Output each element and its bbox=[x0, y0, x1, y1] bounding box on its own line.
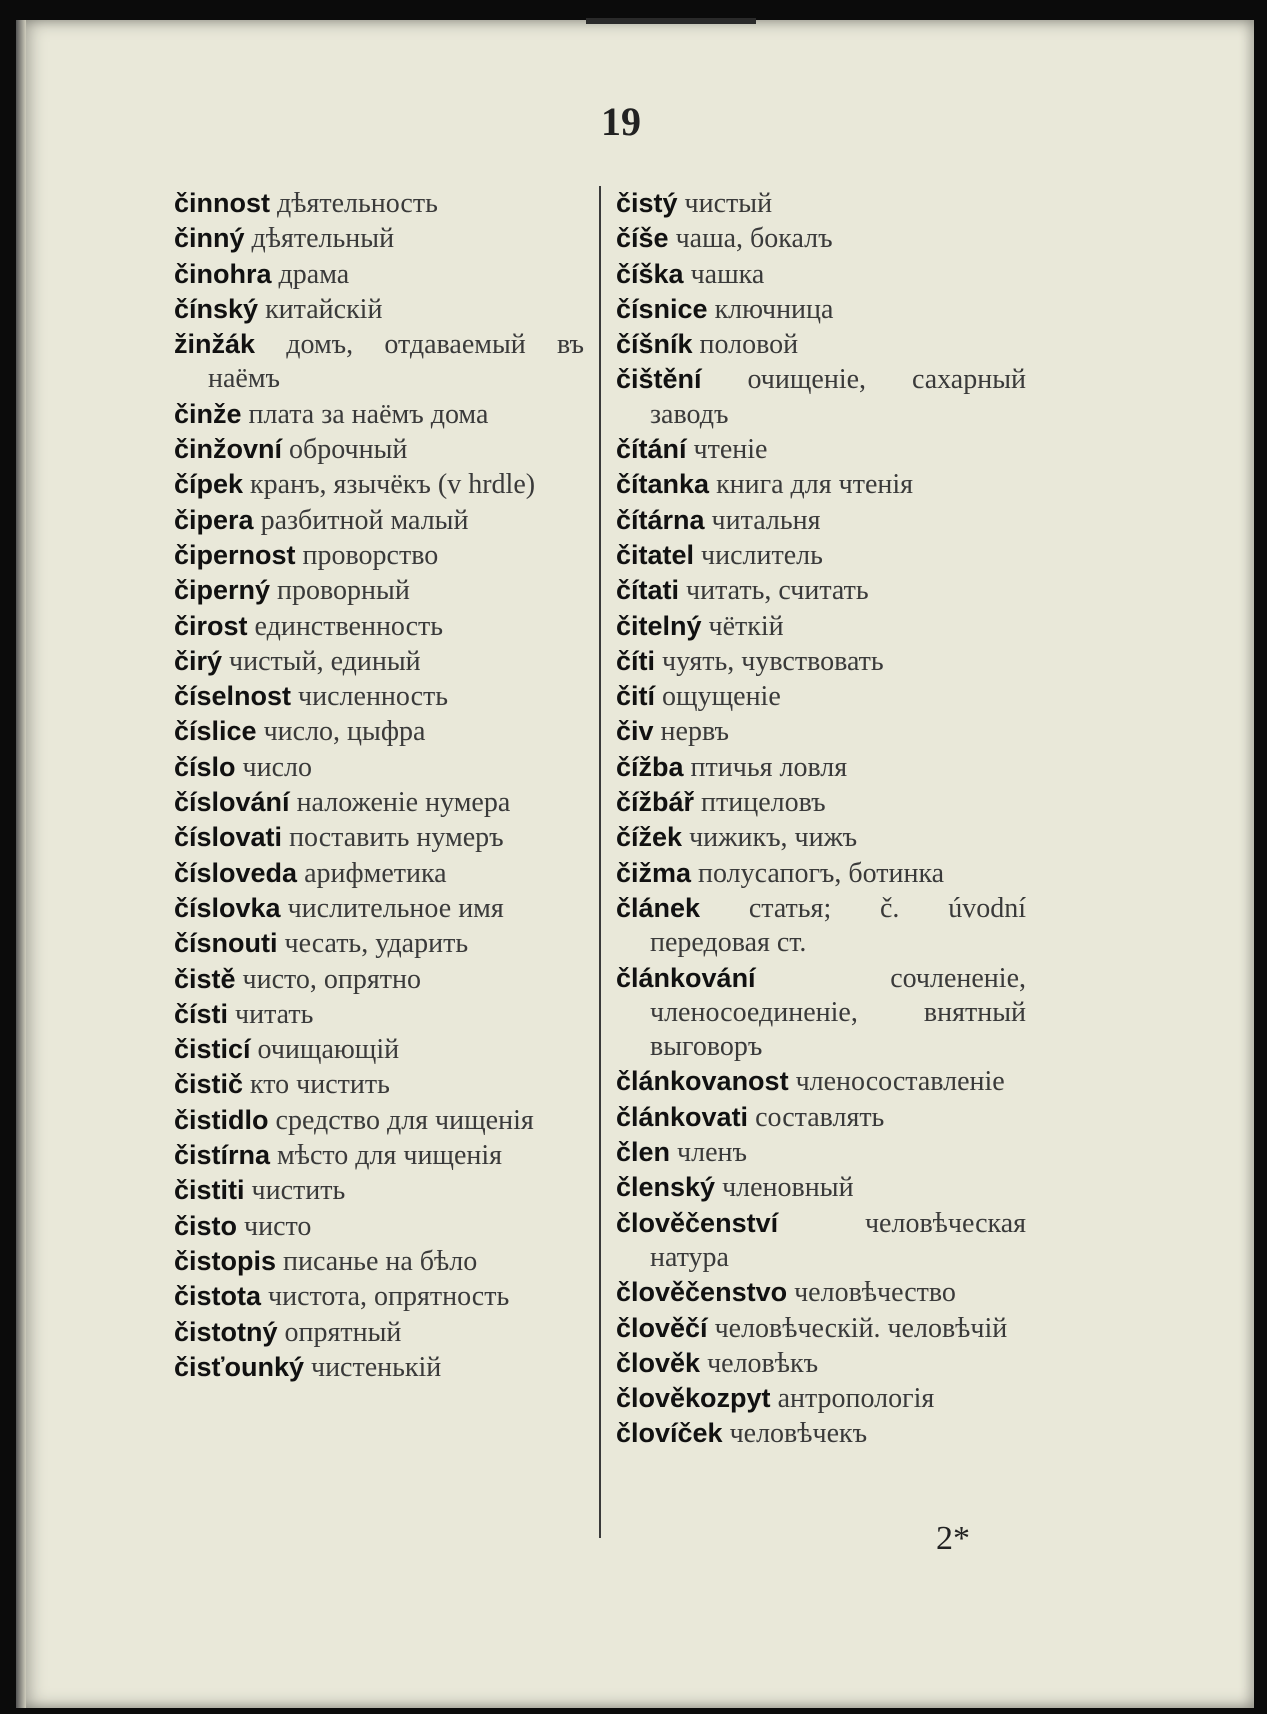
entry-translation: ключница bbox=[714, 293, 834, 325]
entry-translation: мѣсто для чищенія bbox=[277, 1140, 503, 1172]
dictionary-entry bbox=[174, 432, 584, 467]
dictionary-entry bbox=[616, 1311, 1026, 1346]
entry-translation: читать bbox=[235, 998, 314, 1030]
entry-headword: číslice bbox=[174, 716, 257, 747]
entry-translation: число, цыфра bbox=[263, 716, 426, 748]
dictionary-entry bbox=[616, 327, 1026, 362]
dictionary-entry bbox=[174, 1032, 584, 1067]
entry-headword: čisťounký bbox=[174, 1351, 304, 1382]
dictionary-entry bbox=[174, 1315, 584, 1350]
entry-translation: кранъ, язычёкъ (v hrdle) bbox=[250, 469, 536, 501]
dictionary-entry bbox=[174, 750, 584, 785]
entry-headword: člověkozpyt bbox=[616, 1383, 771, 1414]
entry-translation: кто чистить bbox=[250, 1069, 390, 1101]
dictionary-entry bbox=[174, 292, 584, 327]
entry-translation: чесать, ударить bbox=[284, 928, 469, 960]
dictionary-entry bbox=[174, 573, 584, 608]
dictionary-entry bbox=[174, 679, 584, 714]
dictionary-entry bbox=[174, 1279, 584, 1314]
entry-headword: čistírna bbox=[174, 1140, 271, 1171]
entry-headword: činže bbox=[174, 398, 242, 429]
entry-translation: человѣкъ bbox=[707, 1347, 819, 1379]
dictionary-entry bbox=[174, 785, 584, 820]
dictionary-entry bbox=[174, 1067, 584, 1102]
entry-translation: очищающій bbox=[257, 1034, 400, 1066]
dictionary-entry bbox=[174, 644, 584, 679]
entry-headword: čirý bbox=[174, 645, 223, 676]
entry-headword: člověčenstvo bbox=[616, 1277, 788, 1308]
entry-headword: čipera bbox=[174, 504, 254, 535]
dictionary-entry bbox=[174, 1350, 584, 1385]
entry-translation: сочлененіе, членосоединеніе, внятный выговоръ bbox=[650, 962, 1026, 1063]
entry-translation: человѣческій. человѣчій bbox=[714, 1312, 1008, 1344]
entry-headword: článkovanost bbox=[616, 1066, 789, 1097]
entry-translation: птицеловъ bbox=[701, 787, 826, 819]
entry-headword: číslo bbox=[174, 751, 236, 782]
book-page bbox=[16, 20, 1254, 1708]
dictionary-entry bbox=[616, 644, 1026, 679]
entry-headword: čítárna bbox=[616, 504, 705, 535]
dictionary-entry bbox=[174, 1209, 584, 1244]
entry-translation: проворство bbox=[302, 539, 439, 571]
entry-headword: čistý bbox=[616, 188, 678, 218]
entry-headword: činnost bbox=[174, 188, 271, 218]
entry-headword: čítání bbox=[616, 434, 687, 465]
page-number: 19 bbox=[601, 99, 641, 144]
entry-headword: číslování bbox=[174, 787, 290, 818]
entry-headword: čistidlo bbox=[174, 1104, 269, 1135]
entry-headword: čistotný bbox=[174, 1316, 278, 1347]
entry-headword: čínský bbox=[174, 293, 259, 324]
dictionary-entry bbox=[616, 609, 1026, 644]
entry-translation: очищеніе, сахарный заводъ bbox=[650, 364, 1027, 430]
column-divider bbox=[599, 186, 601, 1538]
dictionary-entry bbox=[616, 1170, 1026, 1205]
dictionary-entry bbox=[616, 292, 1026, 327]
entry-headword: čiperný bbox=[174, 575, 271, 606]
dictionary-entry bbox=[174, 1244, 584, 1279]
dictionary-entry bbox=[174, 186, 584, 221]
entry-translation: статья; č. úvodní передовая ст. bbox=[650, 892, 1026, 959]
entry-translation: книга для чтенія bbox=[716, 469, 914, 501]
entry-headword: čísti bbox=[174, 998, 229, 1029]
entry-headword: čísloveda bbox=[174, 857, 298, 888]
entry-headword: čití bbox=[616, 681, 656, 712]
entry-headword: čistopis bbox=[174, 1245, 277, 1276]
entry-translation: человѣческая натура bbox=[650, 1207, 1026, 1273]
entry-headword: čistič bbox=[174, 1069, 244, 1100]
entry-headword: človíček bbox=[616, 1418, 723, 1449]
dictionary-entry bbox=[616, 573, 1026, 608]
dictionary-entry bbox=[174, 962, 584, 997]
entry-translation: чуять, чувствовать bbox=[662, 645, 884, 677]
entry-headword: článek bbox=[616, 892, 701, 923]
entry-headword: žinžák bbox=[174, 329, 256, 360]
entry-translation: драма bbox=[278, 258, 350, 290]
page-spine bbox=[16, 20, 26, 1708]
entry-headword: člověk bbox=[616, 1347, 701, 1378]
entry-translation: чистый bbox=[684, 188, 773, 219]
entry-headword: čitelný bbox=[616, 610, 702, 641]
entry-headword: čižma bbox=[616, 857, 692, 888]
dictionary-entry bbox=[616, 186, 1026, 221]
entry-headword: čítanka bbox=[616, 469, 710, 500]
entry-headword: čížbář bbox=[616, 787, 695, 818]
entry-headword: číslovka bbox=[174, 892, 281, 923]
dictionary-entry bbox=[174, 891, 584, 926]
dictionary-entry bbox=[616, 679, 1026, 714]
entry-translation: числитель bbox=[701, 539, 823, 571]
dictionary-entry bbox=[174, 1173, 584, 1208]
entry-translation: чисто, опрятно bbox=[242, 963, 421, 995]
dictionary-entry bbox=[616, 750, 1026, 785]
entry-translation: численность bbox=[298, 681, 449, 713]
dictionary-entry bbox=[616, 362, 1026, 432]
right-column bbox=[616, 186, 1026, 1452]
entry-headword: člen bbox=[616, 1137, 671, 1168]
entry-translation: чистить bbox=[251, 1175, 346, 1207]
dictionary-entry bbox=[616, 221, 1026, 256]
dictionary-entry bbox=[616, 1135, 1026, 1170]
entry-translation: чтеніе bbox=[693, 434, 768, 466]
entry-translation: числительное имя bbox=[287, 892, 504, 924]
entry-headword: čiv bbox=[616, 716, 654, 747]
entry-headword: čistě bbox=[174, 963, 236, 994]
entry-translation: половой bbox=[699, 329, 799, 361]
entry-headword: čisticí bbox=[174, 1034, 251, 1065]
dictionary-entry bbox=[616, 467, 1026, 502]
entry-translation: дѣятельный bbox=[251, 223, 395, 255]
dictionary-entry bbox=[616, 820, 1026, 855]
entry-translation: читать, считать bbox=[686, 575, 869, 607]
entry-headword: členský bbox=[616, 1172, 716, 1203]
dictionary-entry bbox=[174, 609, 584, 644]
dictionary-entry bbox=[616, 714, 1026, 749]
entry-headword: číška bbox=[616, 258, 684, 289]
entry-translation: человѣчекъ bbox=[729, 1418, 868, 1450]
dictionary-entry bbox=[616, 1064, 1026, 1099]
entry-translation: проворный bbox=[277, 575, 410, 607]
dictionary-entry bbox=[174, 327, 584, 397]
entry-translation: человѣчество bbox=[794, 1277, 956, 1309]
entry-headword: čitatel bbox=[616, 539, 695, 570]
entry-translation: разбитной малый bbox=[260, 504, 469, 536]
entry-headword: číti bbox=[616, 645, 656, 676]
entry-translation: арифметика bbox=[304, 857, 447, 889]
entry-headword: čistiti bbox=[174, 1175, 245, 1206]
entry-headword: čistota bbox=[174, 1281, 262, 1312]
entry-translation: членосоставленіе bbox=[795, 1066, 1005, 1098]
entry-translation: поставить нумеръ bbox=[289, 822, 504, 854]
entry-headword: činohra bbox=[174, 258, 272, 289]
entry-translation: чашка bbox=[690, 258, 765, 290]
entry-translation: членъ bbox=[677, 1137, 747, 1169]
dictionary-entry bbox=[616, 1346, 1026, 1381]
entry-headword: číše bbox=[616, 223, 669, 254]
entry-translation: чистота, опрятность bbox=[268, 1281, 510, 1313]
entry-translation: чистый, единый bbox=[229, 645, 421, 677]
entry-translation: составлять bbox=[755, 1101, 885, 1133]
dictionary-entry bbox=[174, 1138, 584, 1173]
dictionary-entry bbox=[616, 1206, 1026, 1276]
dictionary-entry bbox=[616, 1416, 1026, 1451]
entry-translation: наложеніе нумера bbox=[296, 787, 511, 819]
top-binding-mark bbox=[586, 18, 756, 24]
entry-headword: čipernost bbox=[174, 539, 296, 570]
entry-translation: ощущеніе bbox=[662, 681, 781, 713]
signature-mark: 2* bbox=[936, 1520, 970, 1557]
dictionary-entry bbox=[616, 538, 1026, 573]
entry-translation: домъ, отдаваемый въ наёмъ bbox=[208, 329, 584, 395]
entry-headword: čirost bbox=[174, 610, 248, 641]
entry-headword: čísnice bbox=[616, 293, 708, 324]
dictionary-entry bbox=[174, 926, 584, 961]
entry-headword: článkování bbox=[616, 962, 756, 993]
dictionary-entry bbox=[616, 503, 1026, 538]
dictionary-entry bbox=[616, 1275, 1026, 1310]
entry-translation: членовный bbox=[722, 1172, 854, 1204]
entry-translation: дѣятельность bbox=[277, 188, 438, 219]
entry-translation: средство для чищенія bbox=[275, 1104, 534, 1136]
dictionary-entry bbox=[174, 221, 584, 256]
entry-translation: китайскій bbox=[265, 293, 383, 325]
entry-translation: чижикъ, чижъ bbox=[689, 822, 858, 854]
dictionary-entry bbox=[174, 820, 584, 855]
entry-translation: чисто bbox=[244, 1210, 312, 1242]
entry-translation: опрятный bbox=[284, 1316, 402, 1348]
entry-translation: полусапогъ, ботинка bbox=[698, 857, 945, 889]
dictionary-entry bbox=[616, 891, 1026, 961]
entry-headword: člověčenství bbox=[616, 1207, 779, 1238]
dictionary-entry bbox=[174, 257, 584, 292]
entry-translation: чистенькій bbox=[310, 1351, 442, 1383]
entry-headword: číselnost bbox=[174, 681, 292, 712]
entry-translation: антропологія bbox=[777, 1383, 935, 1415]
entry-headword: čísnouti bbox=[174, 928, 278, 959]
entry-translation: нервъ bbox=[660, 716, 729, 748]
entry-headword: čížek bbox=[616, 822, 683, 853]
dictionary-entry bbox=[616, 432, 1026, 467]
dictionary-entry bbox=[174, 397, 584, 432]
dictionary-entry bbox=[174, 856, 584, 891]
dictionary-entry bbox=[616, 257, 1026, 292]
entry-headword: číšník bbox=[616, 329, 693, 360]
dictionary-entry bbox=[616, 856, 1026, 891]
entry-translation: чаша, бокалъ bbox=[675, 223, 833, 255]
entry-headword: čítati bbox=[616, 575, 680, 606]
dictionary-entry bbox=[616, 785, 1026, 820]
dictionary-entry bbox=[174, 997, 584, 1032]
dictionary-entry bbox=[174, 538, 584, 573]
entry-translation: чёткій bbox=[708, 610, 784, 642]
entry-translation: число bbox=[242, 751, 312, 783]
entry-headword: čížba bbox=[616, 751, 684, 782]
entry-headword: činžovní bbox=[174, 434, 283, 465]
left-column bbox=[174, 186, 584, 1385]
entry-headword: číslovati bbox=[174, 822, 283, 853]
entry-translation: единственность bbox=[254, 610, 444, 642]
dictionary-entry bbox=[174, 714, 584, 749]
entry-translation: писанье на бѣло bbox=[283, 1245, 478, 1277]
entry-headword: čípek bbox=[174, 469, 244, 500]
entry-headword: činný bbox=[174, 223, 245, 254]
entry-headword: člověčí bbox=[616, 1312, 708, 1343]
dictionary-entry bbox=[174, 503, 584, 538]
dictionary-entry bbox=[616, 1381, 1026, 1416]
dictionary-entry bbox=[174, 467, 584, 502]
entry-translation: читальня bbox=[711, 504, 821, 536]
dictionary-entry bbox=[616, 1100, 1026, 1135]
dictionary-entry bbox=[616, 961, 1026, 1065]
entry-headword: čištění bbox=[616, 364, 702, 395]
dictionary-entry bbox=[174, 1103, 584, 1138]
entry-translation: оброчный bbox=[289, 434, 408, 466]
entry-headword: čisto bbox=[174, 1210, 238, 1241]
entry-translation: плата за наёмъ дома bbox=[248, 398, 489, 430]
entry-headword: článkovati bbox=[616, 1101, 749, 1132]
entry-translation: птичья ловля bbox=[690, 751, 848, 783]
